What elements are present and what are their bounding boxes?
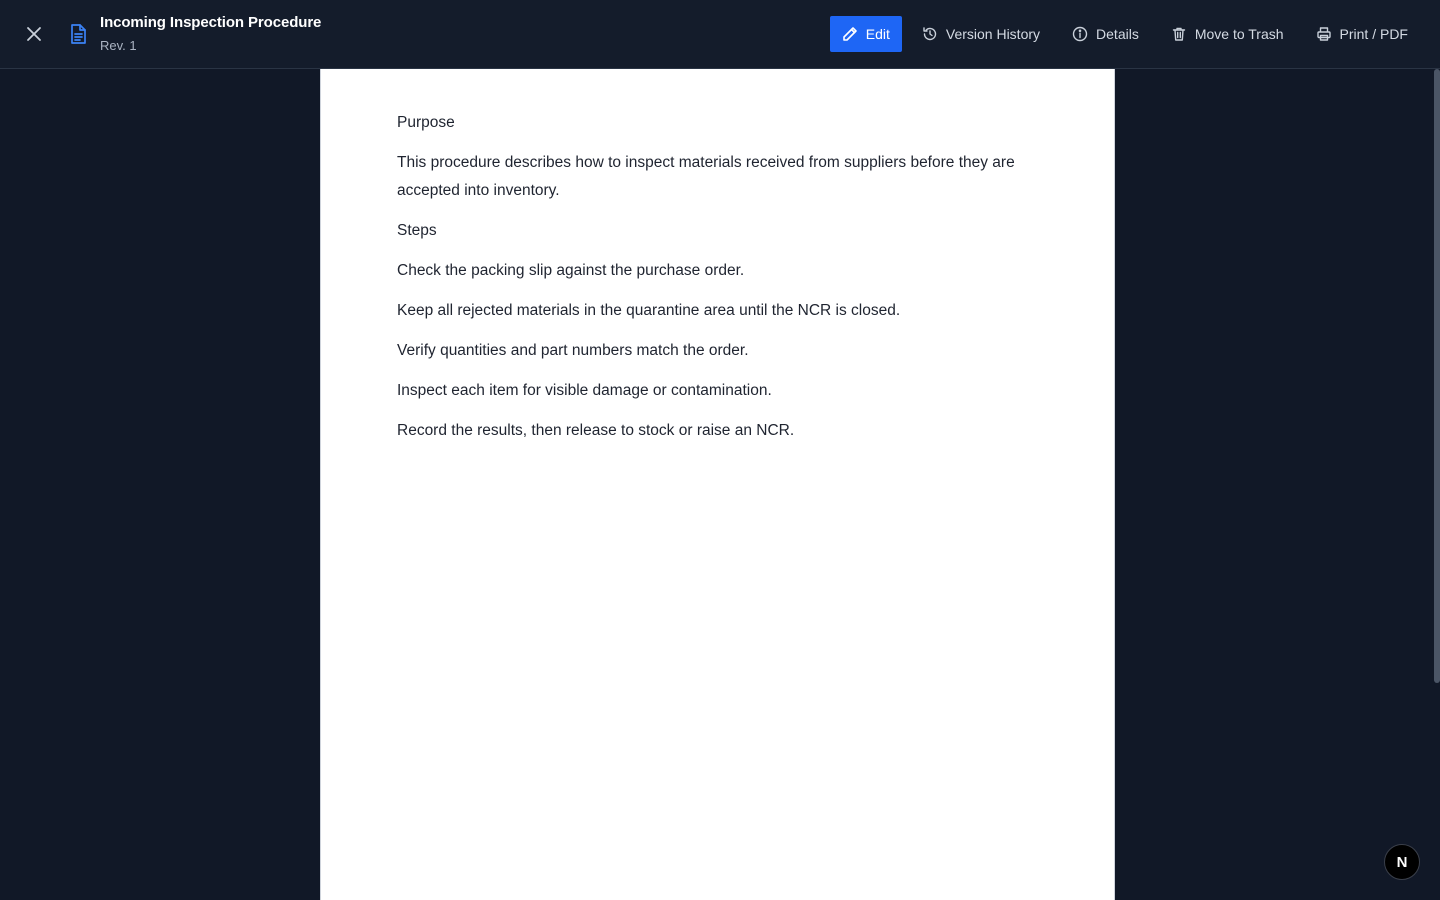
move-to-trash-label: Move to Trash: [1194, 26, 1284, 42]
close-button[interactable]: [20, 20, 48, 48]
trash-icon: [1171, 26, 1187, 42]
step-item: Check the packing slip against the purchase order.: [397, 262, 745, 279]
paragraph: This procedure describes how to inspect materials received from suppliers before they are accepted into inventory.: [397, 154, 1015, 199]
version-history-label: Version History: [945, 26, 1041, 42]
step-item: Keep all rejected materials in the quarantine area until the NCR is closed.: [397, 302, 901, 319]
document-title: Incoming Inspection Procedure: [100, 14, 322, 31]
toolbar-actions: [830, 16, 1424, 52]
step-item: Verify quantities and part numbers match the order.: [397, 342, 749, 359]
document-viewer: [0, 69, 1440, 900]
edit-button[interactable]: [830, 16, 902, 52]
vertical-scrollbar[interactable]: [1434, 69, 1440, 683]
section-heading-purpose: Purpose: [397, 114, 455, 131]
edit-button-label: Edit: [865, 26, 890, 42]
move-to-trash-button[interactable]: [1155, 16, 1300, 52]
close-icon: [26, 26, 42, 42]
step-item: Record the results, then release to stock or raise an NCR.: [397, 422, 795, 439]
step-item: Inspect each item for visible damage or contamination.: [397, 382, 772, 399]
history-icon: [922, 26, 938, 42]
document-page: [320, 69, 1115, 900]
document-body: [397, 109, 1037, 457]
info-icon: [1072, 26, 1088, 42]
document-icon: [66, 22, 90, 46]
section-heading-steps: Steps: [397, 222, 437, 239]
n-badge-label: N: [1396, 853, 1408, 871]
n-badge-button[interactable]: [1384, 844, 1420, 880]
revision-label: Rev. 1: [100, 38, 137, 53]
print-pdf-button[interactable]: [1300, 16, 1424, 52]
pencil-icon: [842, 26, 858, 42]
details-label: Details: [1096, 26, 1139, 42]
printer-icon: [1316, 26, 1332, 42]
print-pdf-label: Print / PDF: [1339, 26, 1408, 42]
top-bar: [0, 0, 1440, 69]
details-button[interactable]: [1056, 16, 1155, 52]
version-history-button[interactable]: [906, 16, 1056, 52]
